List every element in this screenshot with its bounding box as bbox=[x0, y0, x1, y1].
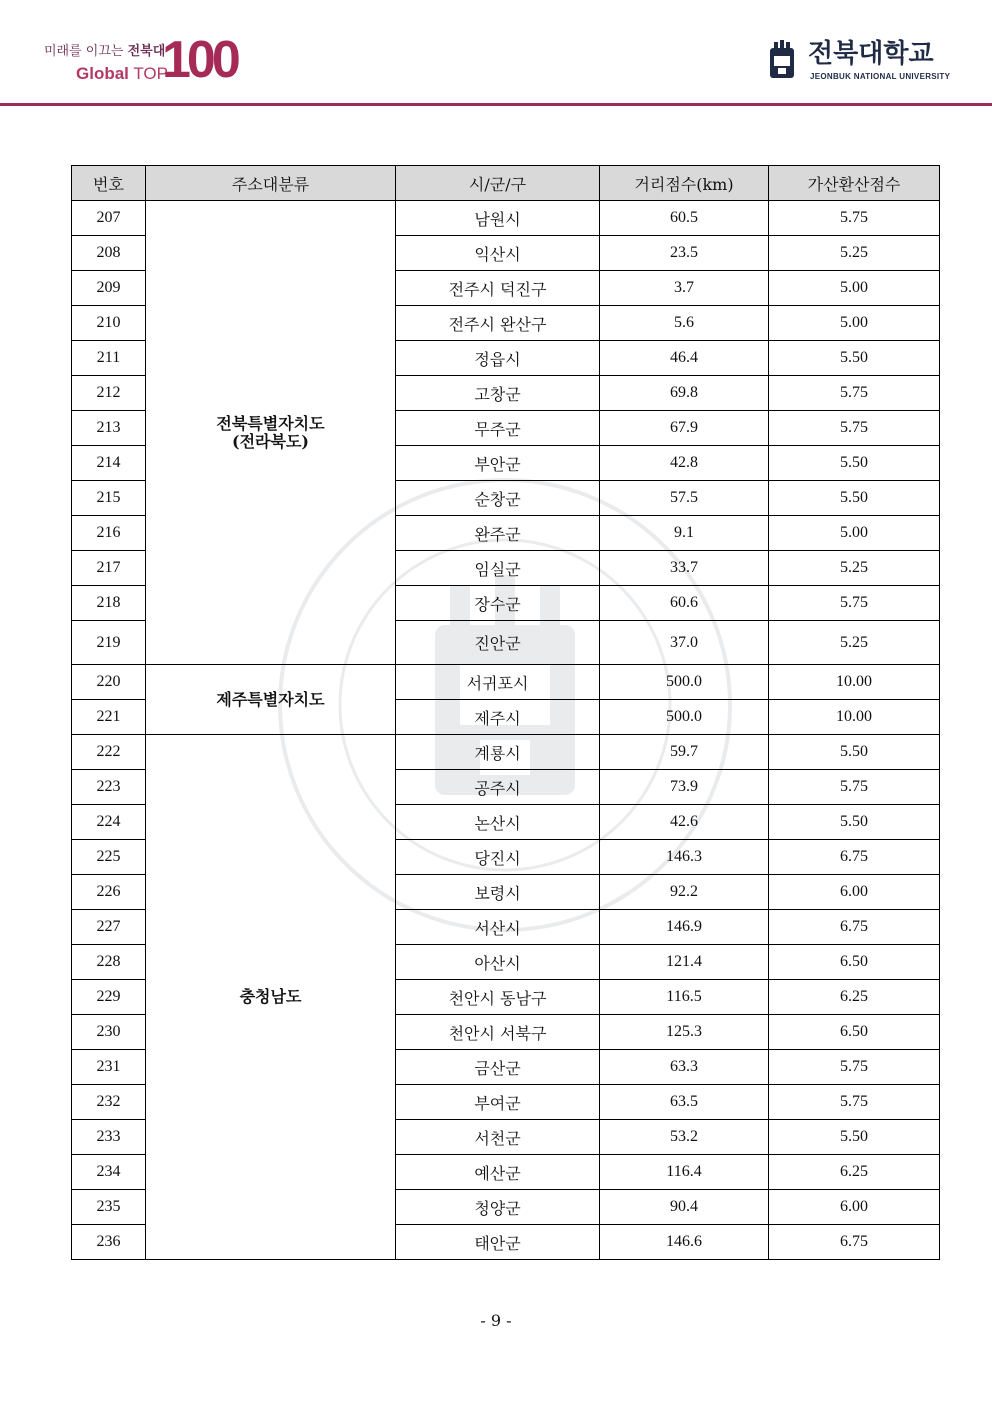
distance-score-cell: 59.7 bbox=[600, 735, 769, 770]
district-cell: 순창군 bbox=[396, 481, 600, 516]
bonus-score-cell: 5.75 bbox=[769, 1050, 940, 1085]
row-number-cell: 216 bbox=[72, 516, 146, 551]
bonus-score-cell: 10.00 bbox=[769, 665, 940, 700]
column-header: 주소대분류 bbox=[146, 166, 396, 201]
bonus-score-cell: 6.75 bbox=[769, 840, 940, 875]
distance-score-cell: 146.9 bbox=[600, 910, 769, 945]
region-group-cell: 충청남도 bbox=[146, 735, 396, 1260]
global-top100-logo bbox=[44, 31, 244, 89]
row-number-cell: 235 bbox=[72, 1190, 146, 1225]
bonus-score-cell: 5.00 bbox=[769, 271, 940, 306]
district-cell: 청양군 bbox=[396, 1190, 600, 1225]
district-cell: 천안시 동남구 bbox=[396, 980, 600, 1015]
distance-score-cell: 60.5 bbox=[600, 201, 769, 236]
district-cell: 제주시 bbox=[396, 700, 600, 735]
bonus-score-cell: 5.75 bbox=[769, 201, 940, 236]
bonus-score-cell: 5.50 bbox=[769, 341, 940, 376]
district-cell: 공주시 bbox=[396, 770, 600, 805]
district-cell: 보령시 bbox=[396, 875, 600, 910]
bonus-score-cell: 6.75 bbox=[769, 1225, 940, 1260]
bonus-score-cell: 5.75 bbox=[769, 770, 940, 805]
distance-score-cell: 500.0 bbox=[600, 700, 769, 735]
bonus-score-cell: 5.00 bbox=[769, 306, 940, 341]
page-header bbox=[0, 0, 992, 106]
district-cell: 전주시 완산구 bbox=[396, 306, 600, 341]
bonus-score-cell: 5.50 bbox=[769, 446, 940, 481]
row-number-cell: 229 bbox=[72, 980, 146, 1015]
row-number-cell: 215 bbox=[72, 481, 146, 516]
district-cell: 익산시 bbox=[396, 236, 600, 271]
row-number-cell: 233 bbox=[72, 1120, 146, 1155]
bonus-score-cell: 6.75 bbox=[769, 910, 940, 945]
distance-score-cell: 146.6 bbox=[600, 1225, 769, 1260]
district-cell: 금산군 bbox=[396, 1050, 600, 1085]
distance-score-cell: 46.4 bbox=[600, 341, 769, 376]
distance-score-cell: 33.7 bbox=[600, 551, 769, 586]
row-number-cell: 207 bbox=[72, 201, 146, 236]
row-number-cell: 221 bbox=[72, 700, 146, 735]
district-cell: 태안군 bbox=[396, 1225, 600, 1260]
row-number-cell: 232 bbox=[72, 1085, 146, 1120]
district-cell: 서귀포시 bbox=[396, 665, 600, 700]
bonus-score-cell: 5.75 bbox=[769, 376, 940, 411]
bonus-score-cell: 5.75 bbox=[769, 586, 940, 621]
distance-score-cell: 23.5 bbox=[600, 236, 769, 271]
district-cell: 정읍시 bbox=[396, 341, 600, 376]
bonus-score-cell: 6.50 bbox=[769, 945, 940, 980]
bonus-score-cell: 5.25 bbox=[769, 551, 940, 586]
row-number-cell: 217 bbox=[72, 551, 146, 586]
distance-score-cell: 60.6 bbox=[600, 586, 769, 621]
distance-score-cell: 42.6 bbox=[600, 805, 769, 840]
university-logo bbox=[768, 38, 951, 86]
district-cell: 서산시 bbox=[396, 910, 600, 945]
bonus-score-cell: 5.50 bbox=[769, 1120, 940, 1155]
row-number-cell: 213 bbox=[72, 411, 146, 446]
row-number-cell: 225 bbox=[72, 840, 146, 875]
row-number-cell: 214 bbox=[72, 446, 146, 481]
university-name: 전북대학교 bbox=[808, 39, 934, 69]
district-cell: 진안군 bbox=[396, 621, 600, 665]
table-row bbox=[72, 201, 940, 236]
distance-score-cell: 3.7 bbox=[600, 271, 769, 306]
district-cell: 전주시 덕진구 bbox=[396, 271, 600, 306]
row-number-cell: 212 bbox=[72, 376, 146, 411]
table-row bbox=[72, 665, 940, 700]
distance-score-cell: 92.2 bbox=[600, 875, 769, 910]
row-number-cell: 210 bbox=[72, 306, 146, 341]
district-cell: 무주군 bbox=[396, 411, 600, 446]
district-cell: 천안시 서북구 bbox=[396, 1015, 600, 1050]
distance-score-cell: 37.0 bbox=[600, 621, 769, 665]
university-emblem-icon bbox=[768, 40, 796, 82]
row-number-cell: 223 bbox=[72, 770, 146, 805]
distance-score-cell: 121.4 bbox=[600, 945, 769, 980]
distance-score-cell: 63.5 bbox=[600, 1085, 769, 1120]
bonus-score-cell: 10.00 bbox=[769, 700, 940, 735]
district-cell: 당진시 bbox=[396, 840, 600, 875]
region-group-cell: 전북특별자치도 (전라북도) bbox=[146, 201, 396, 665]
row-number-cell: 211 bbox=[72, 341, 146, 376]
distance-score-cell: 116.5 bbox=[600, 980, 769, 1015]
row-number-cell: 227 bbox=[72, 910, 146, 945]
university-subtitle: JEONBUK NATIONAL UNIVERSITY bbox=[810, 72, 951, 81]
row-number-cell: 236 bbox=[72, 1225, 146, 1260]
hundred-mark: 100 bbox=[162, 31, 237, 89]
table-header-row bbox=[72, 166, 940, 201]
bonus-score-cell: 5.75 bbox=[769, 1085, 940, 1120]
distance-score-cell: 69.8 bbox=[600, 376, 769, 411]
distance-score-cell: 116.4 bbox=[600, 1155, 769, 1190]
region-group-cell: 제주특별자치도 bbox=[146, 665, 396, 735]
distance-score-cell: 90.4 bbox=[600, 1190, 769, 1225]
district-cell: 아산시 bbox=[396, 945, 600, 980]
slogan-bottom: Global TOP bbox=[76, 64, 168, 83]
header-divider bbox=[0, 103, 992, 106]
distance-score-cell: 73.9 bbox=[600, 770, 769, 805]
district-cell: 부여군 bbox=[396, 1085, 600, 1120]
distance-score-cell: 57.5 bbox=[600, 481, 769, 516]
row-number-cell: 230 bbox=[72, 1015, 146, 1050]
bonus-score-cell: 5.75 bbox=[769, 411, 940, 446]
distance-score-cell: 500.0 bbox=[600, 665, 769, 700]
row-number-cell: 219 bbox=[72, 621, 146, 665]
bonus-score-cell: 5.00 bbox=[769, 516, 940, 551]
distance-score-cell: 125.3 bbox=[600, 1015, 769, 1050]
district-cell: 서천군 bbox=[396, 1120, 600, 1155]
bonus-score-cell: 5.50 bbox=[769, 481, 940, 516]
district-cell: 완주군 bbox=[396, 516, 600, 551]
row-number-cell: 234 bbox=[72, 1155, 146, 1190]
district-cell: 부안군 bbox=[396, 446, 600, 481]
column-header: 가산환산점수 bbox=[769, 166, 940, 201]
slogan-top: 미래를 이끄는 전북대 bbox=[44, 44, 166, 59]
district-cell: 예산군 bbox=[396, 1155, 600, 1190]
distance-score-cell: 9.1 bbox=[600, 516, 769, 551]
row-number-cell: 222 bbox=[72, 735, 146, 770]
score-table bbox=[71, 165, 940, 1260]
bonus-score-cell: 6.50 bbox=[769, 1015, 940, 1050]
district-cell: 계룡시 bbox=[396, 735, 600, 770]
district-cell: 고창군 bbox=[396, 376, 600, 411]
district-cell: 논산시 bbox=[396, 805, 600, 840]
district-cell: 남원시 bbox=[396, 201, 600, 236]
row-number-cell: 226 bbox=[72, 875, 146, 910]
column-header: 시/군/구 bbox=[396, 166, 600, 201]
bonus-score-cell: 6.25 bbox=[769, 1155, 940, 1190]
column-header: 번호 bbox=[72, 166, 146, 201]
table-row bbox=[72, 735, 940, 770]
column-header: 거리점수(km) bbox=[600, 166, 769, 201]
row-number-cell: 228 bbox=[72, 945, 146, 980]
bonus-score-cell: 6.25 bbox=[769, 980, 940, 1015]
row-number-cell: 208 bbox=[72, 236, 146, 271]
bonus-score-cell: 6.00 bbox=[769, 875, 940, 910]
district-cell: 장수군 bbox=[396, 586, 600, 621]
bonus-score-cell: 6.00 bbox=[769, 1190, 940, 1225]
table-body bbox=[72, 201, 940, 1260]
page-number: - 9 - bbox=[480, 1311, 512, 1330]
distance-score-cell: 42.8 bbox=[600, 446, 769, 481]
row-number-cell: 218 bbox=[72, 586, 146, 621]
distance-score-cell: 63.3 bbox=[600, 1050, 769, 1085]
row-number-cell: 209 bbox=[72, 271, 146, 306]
bonus-score-cell: 5.25 bbox=[769, 621, 940, 665]
distance-score-cell: 146.3 bbox=[600, 840, 769, 875]
district-cell: 임실군 bbox=[396, 551, 600, 586]
bonus-score-cell: 5.50 bbox=[769, 805, 940, 840]
distance-score-cell: 53.2 bbox=[600, 1120, 769, 1155]
row-number-cell: 231 bbox=[72, 1050, 146, 1085]
distance-score-cell: 67.9 bbox=[600, 411, 769, 446]
row-number-cell: 220 bbox=[72, 665, 146, 700]
bonus-score-cell: 5.50 bbox=[769, 735, 940, 770]
bonus-score-cell: 5.25 bbox=[769, 236, 940, 271]
row-number-cell: 224 bbox=[72, 805, 146, 840]
distance-score-cell: 5.6 bbox=[600, 306, 769, 341]
